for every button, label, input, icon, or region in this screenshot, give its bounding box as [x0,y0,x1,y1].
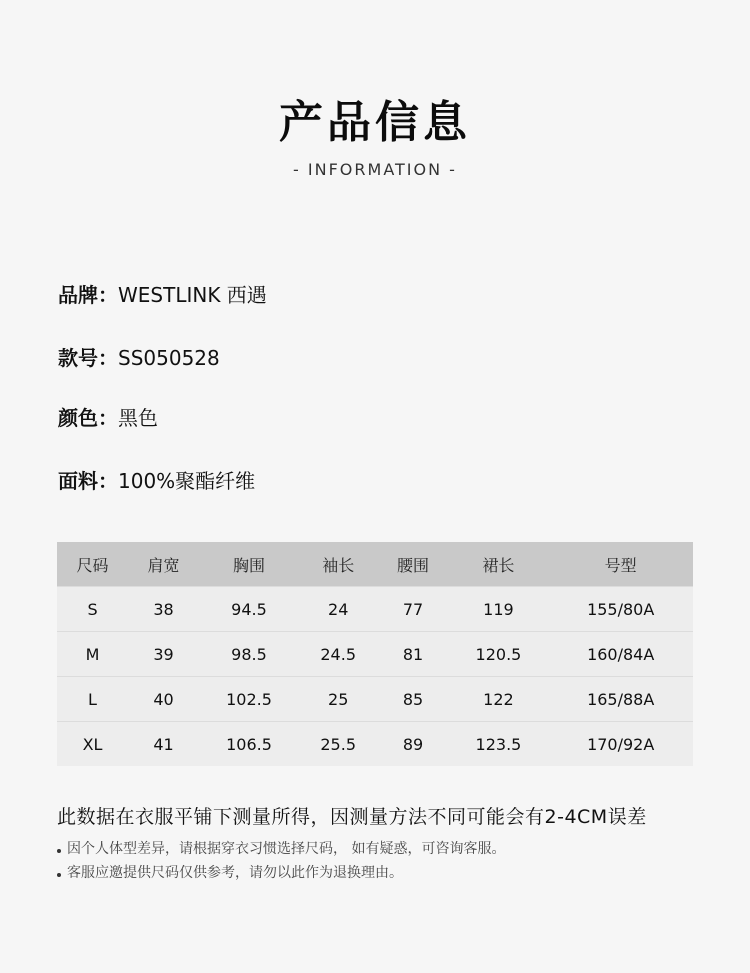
table-cell: 170/92A [548,722,693,767]
table-cell: 24 [299,587,378,632]
table-cell: 120.5 [449,632,549,677]
info-fabric-label: 面料： [58,469,118,493]
table-cell: 77 [377,587,448,632]
table-cell: 94.5 [199,587,299,632]
page-subtitle: - INFORMATION - [293,160,457,179]
info-fabric-value: 100%聚酯纤维 [118,469,256,493]
note-item [57,838,505,858]
info-brand-value: WESTLINK 西遇 [118,283,267,307]
measurement-note: 此数据在衣服平铺下测量所得，因测量方法不同可能会有2-4CM误差 [57,806,647,828]
size-table-header: 胸围 [199,542,299,587]
bullet-icon [57,849,61,853]
table-cell: 160/84A [548,632,693,677]
table-cell: S [57,587,128,632]
info-brand-label: 品牌： [58,283,118,307]
size-table-header: 肩宽 [128,542,199,587]
table-cell: 106.5 [199,722,299,767]
info-color-label: 颜色： [58,406,118,430]
info-style-number-value: SS050528 [118,346,220,370]
table-cell: XL [57,722,128,767]
note-item-text: 客服应邀提供尺码仅供参考，请勿以此作为退换理由。 [67,865,403,881]
size-table-header: 袖长 [299,542,378,587]
table-cell: 123.5 [449,722,549,767]
table-cell: 89 [377,722,448,767]
table-cell: 81 [377,632,448,677]
size-table-header: 号型 [548,542,693,587]
size-table-header-row [57,542,693,587]
size-table [57,542,693,766]
note-item-text: 因个人体型差异，请根据穿衣习惯选择尺码， 如有疑惑，可咨询客服。 [67,841,506,857]
table-row [57,587,693,632]
table-row [57,722,693,767]
table-cell: 119 [449,587,549,632]
table-cell: 155/80A [548,587,693,632]
table-row [57,677,693,722]
table-cell: 41 [128,722,199,767]
info-color-value: 黑色 [118,406,158,430]
note-item [57,862,403,882]
size-table-header: 尺码 [57,542,128,587]
table-cell: 25.5 [299,722,378,767]
table-cell: 165/88A [548,677,693,722]
size-table-header: 裙长 [449,542,549,587]
table-cell: 25 [299,677,378,722]
table-cell: 98.5 [199,632,299,677]
table-cell: 85 [377,677,448,722]
info-style-number [58,342,220,371]
info-color [58,402,158,431]
info-fabric [58,465,255,494]
table-cell: 122 [449,677,549,722]
table-row [57,632,693,677]
table-cell: 38 [128,587,199,632]
table-cell: 102.5 [199,677,299,722]
table-cell: 40 [128,677,199,722]
table-cell: 39 [128,632,199,677]
table-cell: 24.5 [299,632,378,677]
page-title: 产品信息 [279,97,471,148]
info-brand [58,279,267,308]
info-style-number-label: 款号： [58,346,118,370]
table-cell: L [57,677,128,722]
bullet-icon [57,873,61,877]
size-table-header: 腰围 [377,542,448,587]
table-cell: M [57,632,128,677]
